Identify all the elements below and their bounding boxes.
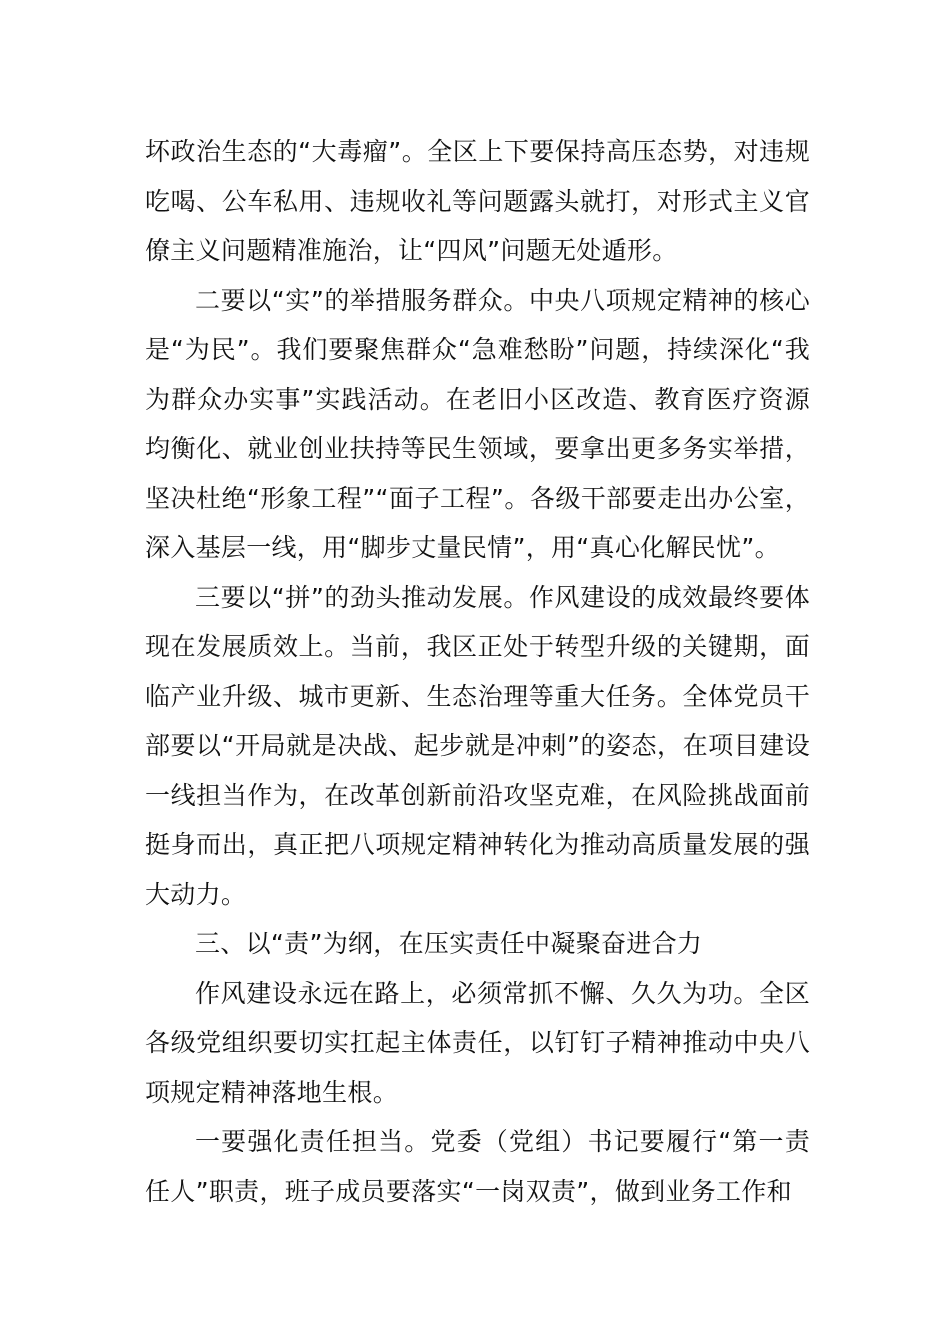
paragraph-2: 二要以“实”的举措服务群众。中央八项规定精神的核心是“为民”。我们要聚焦群众“急难愁盼”问题，持续深化“我为群众办实事”实践活动。在老旧小区改造、教育医疗资源均衡化、就业创业扶持等民生领域，要拿出更多务实举措，坚决杜绝“形象工程”“面子工程”。各级干部要走出办公室，深入基层一线，用“脚步丈量民情”，用“真心化解民忧”。: [145, 285, 810, 562]
paragraph-4: 作风建设永远在路上，必须常抓不懈、久久为功。全区各级党组织要切实扛起主体责任，以钉钉子精神推动中央八项规定精神落地生根。: [145, 978, 810, 1107]
paragraph-1: 坏政治生态的“大毒瘤”。全区上下要保持高压态势，对违规吃喝、公车私用、违规收礼等问题露头就打，对形式主义官僚主义问题精准施治，让“四风”问题无处遁形。: [145, 137, 810, 265]
paragraph-5: 一要强化责任担当。党委（党组）书记要履行“第一责任人”职责，班子成员要落实“一岗双责”，做到业务工作和: [145, 1127, 810, 1206]
section-heading: 三、以“责”为纲，在压实责任中凝聚奋进合力: [195, 929, 703, 958]
paragraph-3: 三要以“拼”的劲头推动发展。作风建设的成效最终要体现在发展质效上。当前，我区正处于转型升级的关键期，面临产业升级、城市更新、生态治理等重大任务。全体党员干部要以“开局就是决战、起步就是冲刺”的姿态，在项目建设一线担当作为，在改革创新前沿攻坚克难，在风险挑战面前挺身而出，真正把八项规定精神转化为推动高质量发展的强大动力。: [145, 582, 810, 909]
document-body: [145, 127, 810, 1216]
